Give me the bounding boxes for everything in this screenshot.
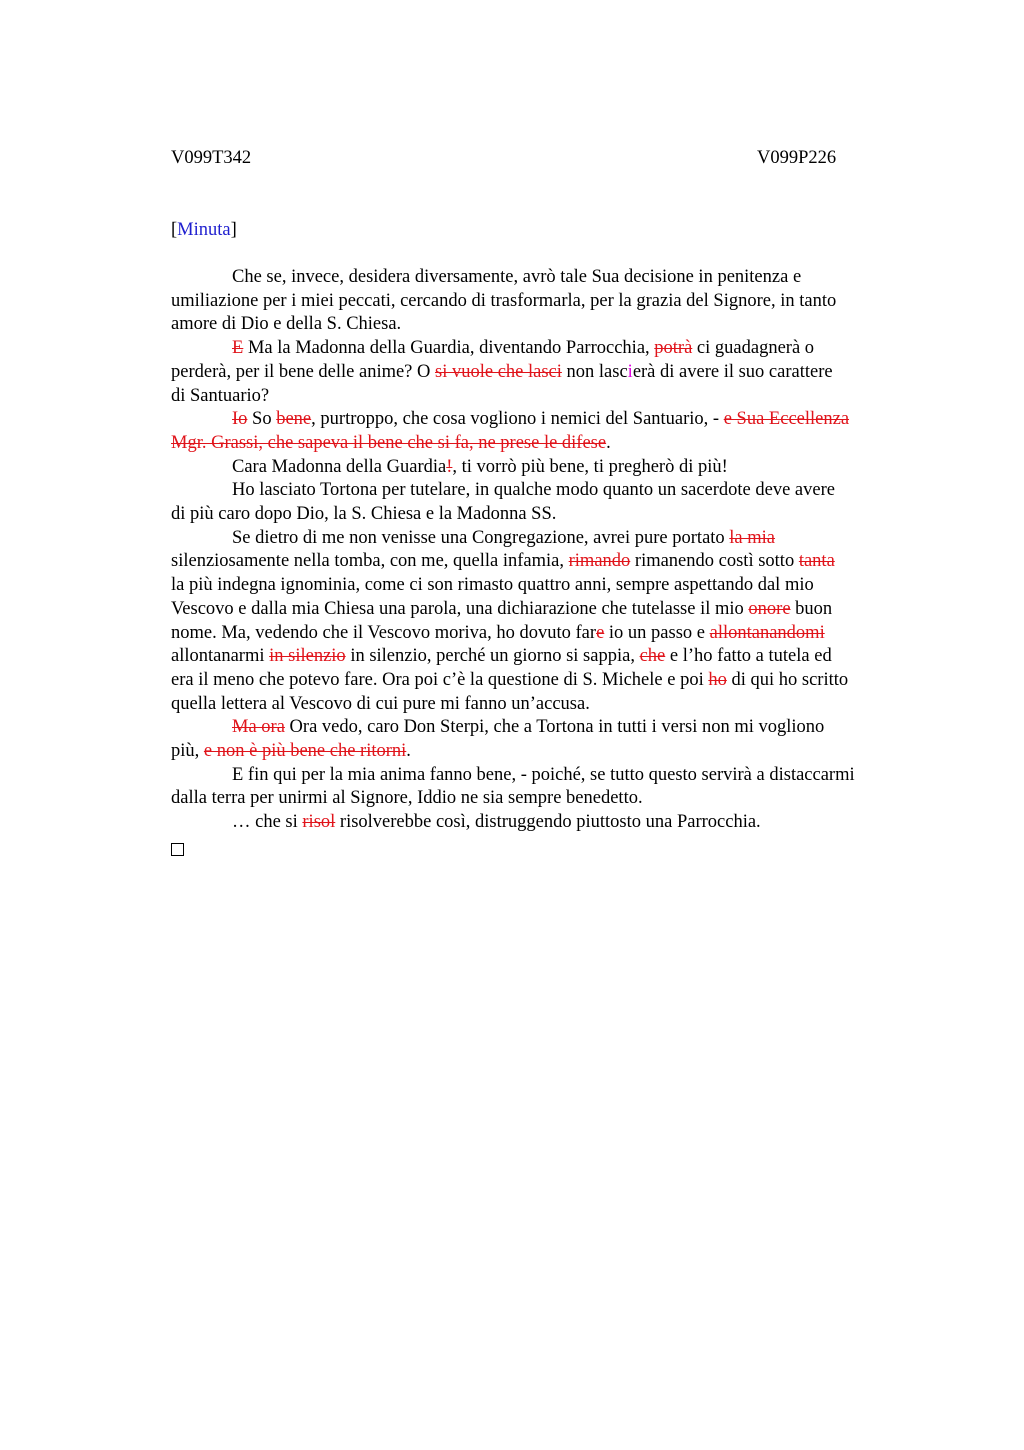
deletion: allontanandomi (709, 622, 825, 643)
text-line: amore di Dio e della S. Chiesa. (171, 314, 402, 335)
text-line: Io So bene, purtroppo, che cosa vogliono i nemici del Santuario, - e Sua Eccellenza (232, 409, 850, 430)
text-line: la più indegna ignominia, come ci son rimasto quattro anni, sempre aspettando dal mio (171, 575, 814, 596)
deletion: Mgr. Grassi, che sapeva il bene che si fa, ne prese le difese (171, 432, 607, 453)
text-line: … che si risol risolverebbe così, distruggendo piuttosto una Parrocchia. (232, 812, 761, 833)
text-line: era il meno che potevo fare. Ora poi c’è la questione di S. Michele e poi ho di qui ho scritto (171, 669, 849, 690)
deletion: bene (276, 409, 312, 430)
text-line: umiliazione per i miei peccati, cercando di trasformarla, per la grazia del Signore, in tanto (171, 290, 837, 311)
bracket-close: ] (230, 220, 237, 240)
text-line: di Santuario? (171, 385, 270, 406)
text-line: Se dietro di me non venisse una Congregazione, avrei pure portato la mia (232, 527, 776, 548)
deletion: ! (446, 456, 453, 477)
text-line: Che se, invece, desidera diversamente, avrò tale Sua decisione in penitenza e (232, 267, 802, 287)
bracket-open: [ (171, 220, 178, 240)
deletion: la mia (729, 527, 776, 548)
document-code-right: V099P226 (757, 148, 837, 168)
deletion: E (232, 338, 244, 359)
deletion: e Sua Eccellenza (723, 409, 850, 430)
text-line: quella lettera al Vescovo di cui pure mi fanno un’accusa. (171, 693, 590, 714)
deletion: potrà (654, 338, 693, 359)
document-code-left: V099T342 (171, 148, 252, 168)
text-line: dalla terra per unirmi al Signore, Iddio ne sia sempre benedetto. (171, 788, 643, 809)
text-line: E fin qui per la mia anima fanno bene, - poiché, se tutto questo servirà a distaccarmi (232, 764, 855, 785)
text-line: silenziosamente nella tomba, con me, quella infamia, rimando rimanendo costì sotto tanta (171, 551, 835, 572)
end-marker-line (171, 835, 933, 864)
deletion: risol (302, 812, 336, 833)
text-line: di più caro dopo Dio, la S. Chiesa e la Madonna SS. (171, 504, 557, 525)
text-line: Ma ora Ora vedo, caro Don Sterpi, che a Tortona in tutti i versi non mi vogliono (232, 717, 825, 738)
deletion: e non è più bene che ritorni (203, 741, 407, 762)
text-line: E Ma la Madonna della Guardia, diventando Parrocchia, potrà ci guadagnerà o (232, 338, 815, 359)
text-line: Ho lasciato Tortona per tutelare, in qualche modo quanto un sacerdote deve avere (232, 480, 835, 501)
text-line: Vescovo e dalla mia Chiesa una parola, una dichiarazione che tutelasse il mio onore buon (171, 598, 833, 619)
text-line: perderà, per il bene delle anime? O si vuole che lasci non lascierà di avere il suo carattere (171, 361, 833, 382)
deletion: in silenzio (269, 646, 346, 667)
deletion: Io (232, 409, 248, 430)
text-line: più, e non è più bene che ritorni. (171, 741, 411, 762)
correction-mark: i (627, 361, 633, 382)
draft-label-text: Minuta (177, 220, 231, 240)
text-line: Mgr. Grassi, che sapeva il bene che si fa, ne prese le difese. (171, 432, 611, 453)
deletion: Ma ora (232, 717, 285, 738)
checkbox-icon (171, 843, 184, 856)
draft-label (171, 219, 237, 241)
deletion: che (639, 646, 666, 667)
deletion: si vuole che lasci (435, 361, 562, 382)
text-line: nome. Ma, vedendo che il Vescovo moriva, ho dovuto fare io un passo e allontanandomi (171, 622, 825, 643)
deletion: onore (748, 598, 791, 619)
deletion: e (596, 622, 605, 643)
deletion: ho (708, 669, 727, 690)
deletion: rimando (568, 551, 631, 572)
letter-body (171, 266, 933, 864)
text-line: allontanarmi in silenzio in silenzio, perché un giorno si sappia, che e l’ho fatto a tutela ed (171, 646, 832, 667)
deletion: tanta (798, 551, 835, 572)
text-line: Cara Madonna della Guardia!, ti vorrò più bene, ti pregherò di più! (232, 456, 728, 477)
